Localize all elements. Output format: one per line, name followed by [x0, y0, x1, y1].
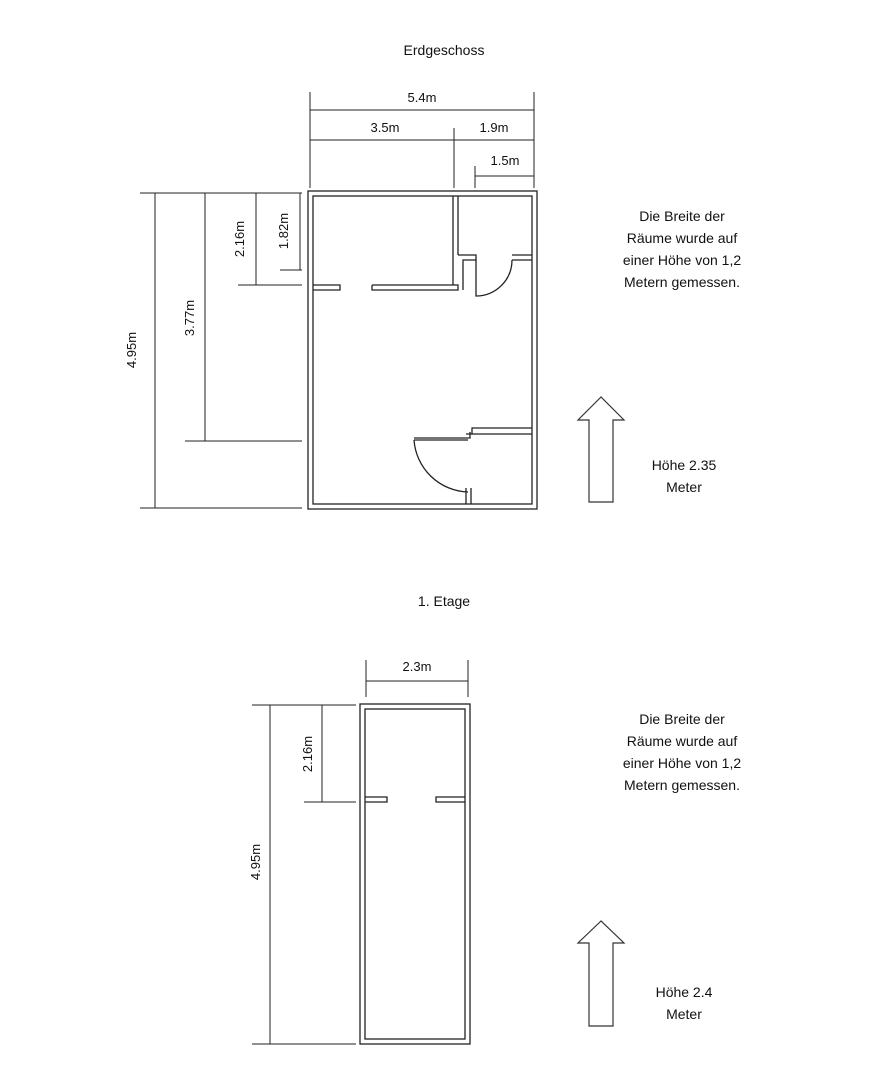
ground-floor-width-dimensions: [310, 90, 534, 188]
svg-text:Metern gemessen.: Metern gemessen.: [624, 777, 740, 793]
ground-floor-measurement-note: [623, 208, 742, 290]
svg-text:Die Breite der: Die Breite der: [639, 208, 725, 224]
svg-text:einer Höhe von 1,2: einer Höhe von 1,2: [622, 755, 742, 771]
first-floor-walls: [360, 704, 470, 1044]
svg-text:Räume wurde auf: Räume wurde auf: [626, 230, 738, 246]
ground-floor-walls: [308, 191, 537, 509]
first-floor-plan: [248, 593, 741, 1044]
ground-floor-height: [652, 457, 717, 495]
dim-first-width: 2.3m: [402, 659, 432, 674]
dim-small-width: 1.5m: [490, 153, 520, 168]
ground-floor-title: Erdgeschoss: [403, 42, 485, 58]
svg-text:Räume wurde auf: Räume wurde auf: [626, 733, 738, 749]
ground-floor-plan: [124, 42, 741, 509]
svg-text:Die Breite der: Die Breite der: [639, 711, 725, 727]
dim-first-total-depth: 4.95m: [248, 843, 263, 881]
svg-text:Meter: Meter: [666, 1006, 702, 1022]
ground-floor-depth-dimensions: [124, 193, 302, 508]
first-floor-measurement-note: [623, 711, 742, 793]
dim-first-room-depth: 2.16m: [300, 735, 315, 773]
first-floor-height: [656, 984, 713, 1022]
dim-room-depth: 2.16m: [232, 220, 247, 258]
dim-small-room-depth: 1.82m: [276, 212, 291, 250]
dim-depth-to-door: 3.77m: [182, 299, 197, 337]
first-floor-title: 1. Etage: [417, 593, 471, 609]
svg-text:Meter: Meter: [666, 479, 702, 495]
up-arrow-icon: [578, 921, 624, 1026]
up-arrow-icon: [578, 397, 624, 502]
dim-right-width: 1.9m: [479, 120, 509, 135]
dim-total-depth: 4.95m: [124, 331, 139, 369]
dim-total-width: 5.4m: [407, 90, 437, 105]
first-floor-depth-dimensions: [248, 705, 356, 1044]
svg-text:Metern gemessen.: Metern gemessen.: [624, 274, 740, 290]
svg-text:Höhe 2.4: Höhe 2.4: [655, 984, 713, 1000]
dim-left-width: 3.5m: [370, 120, 400, 135]
svg-text:Höhe 2.35: Höhe 2.35: [651, 457, 717, 473]
first-floor-width-dimension: [366, 659, 468, 697]
svg-text:einer Höhe von 1,2: einer Höhe von 1,2: [622, 252, 742, 268]
